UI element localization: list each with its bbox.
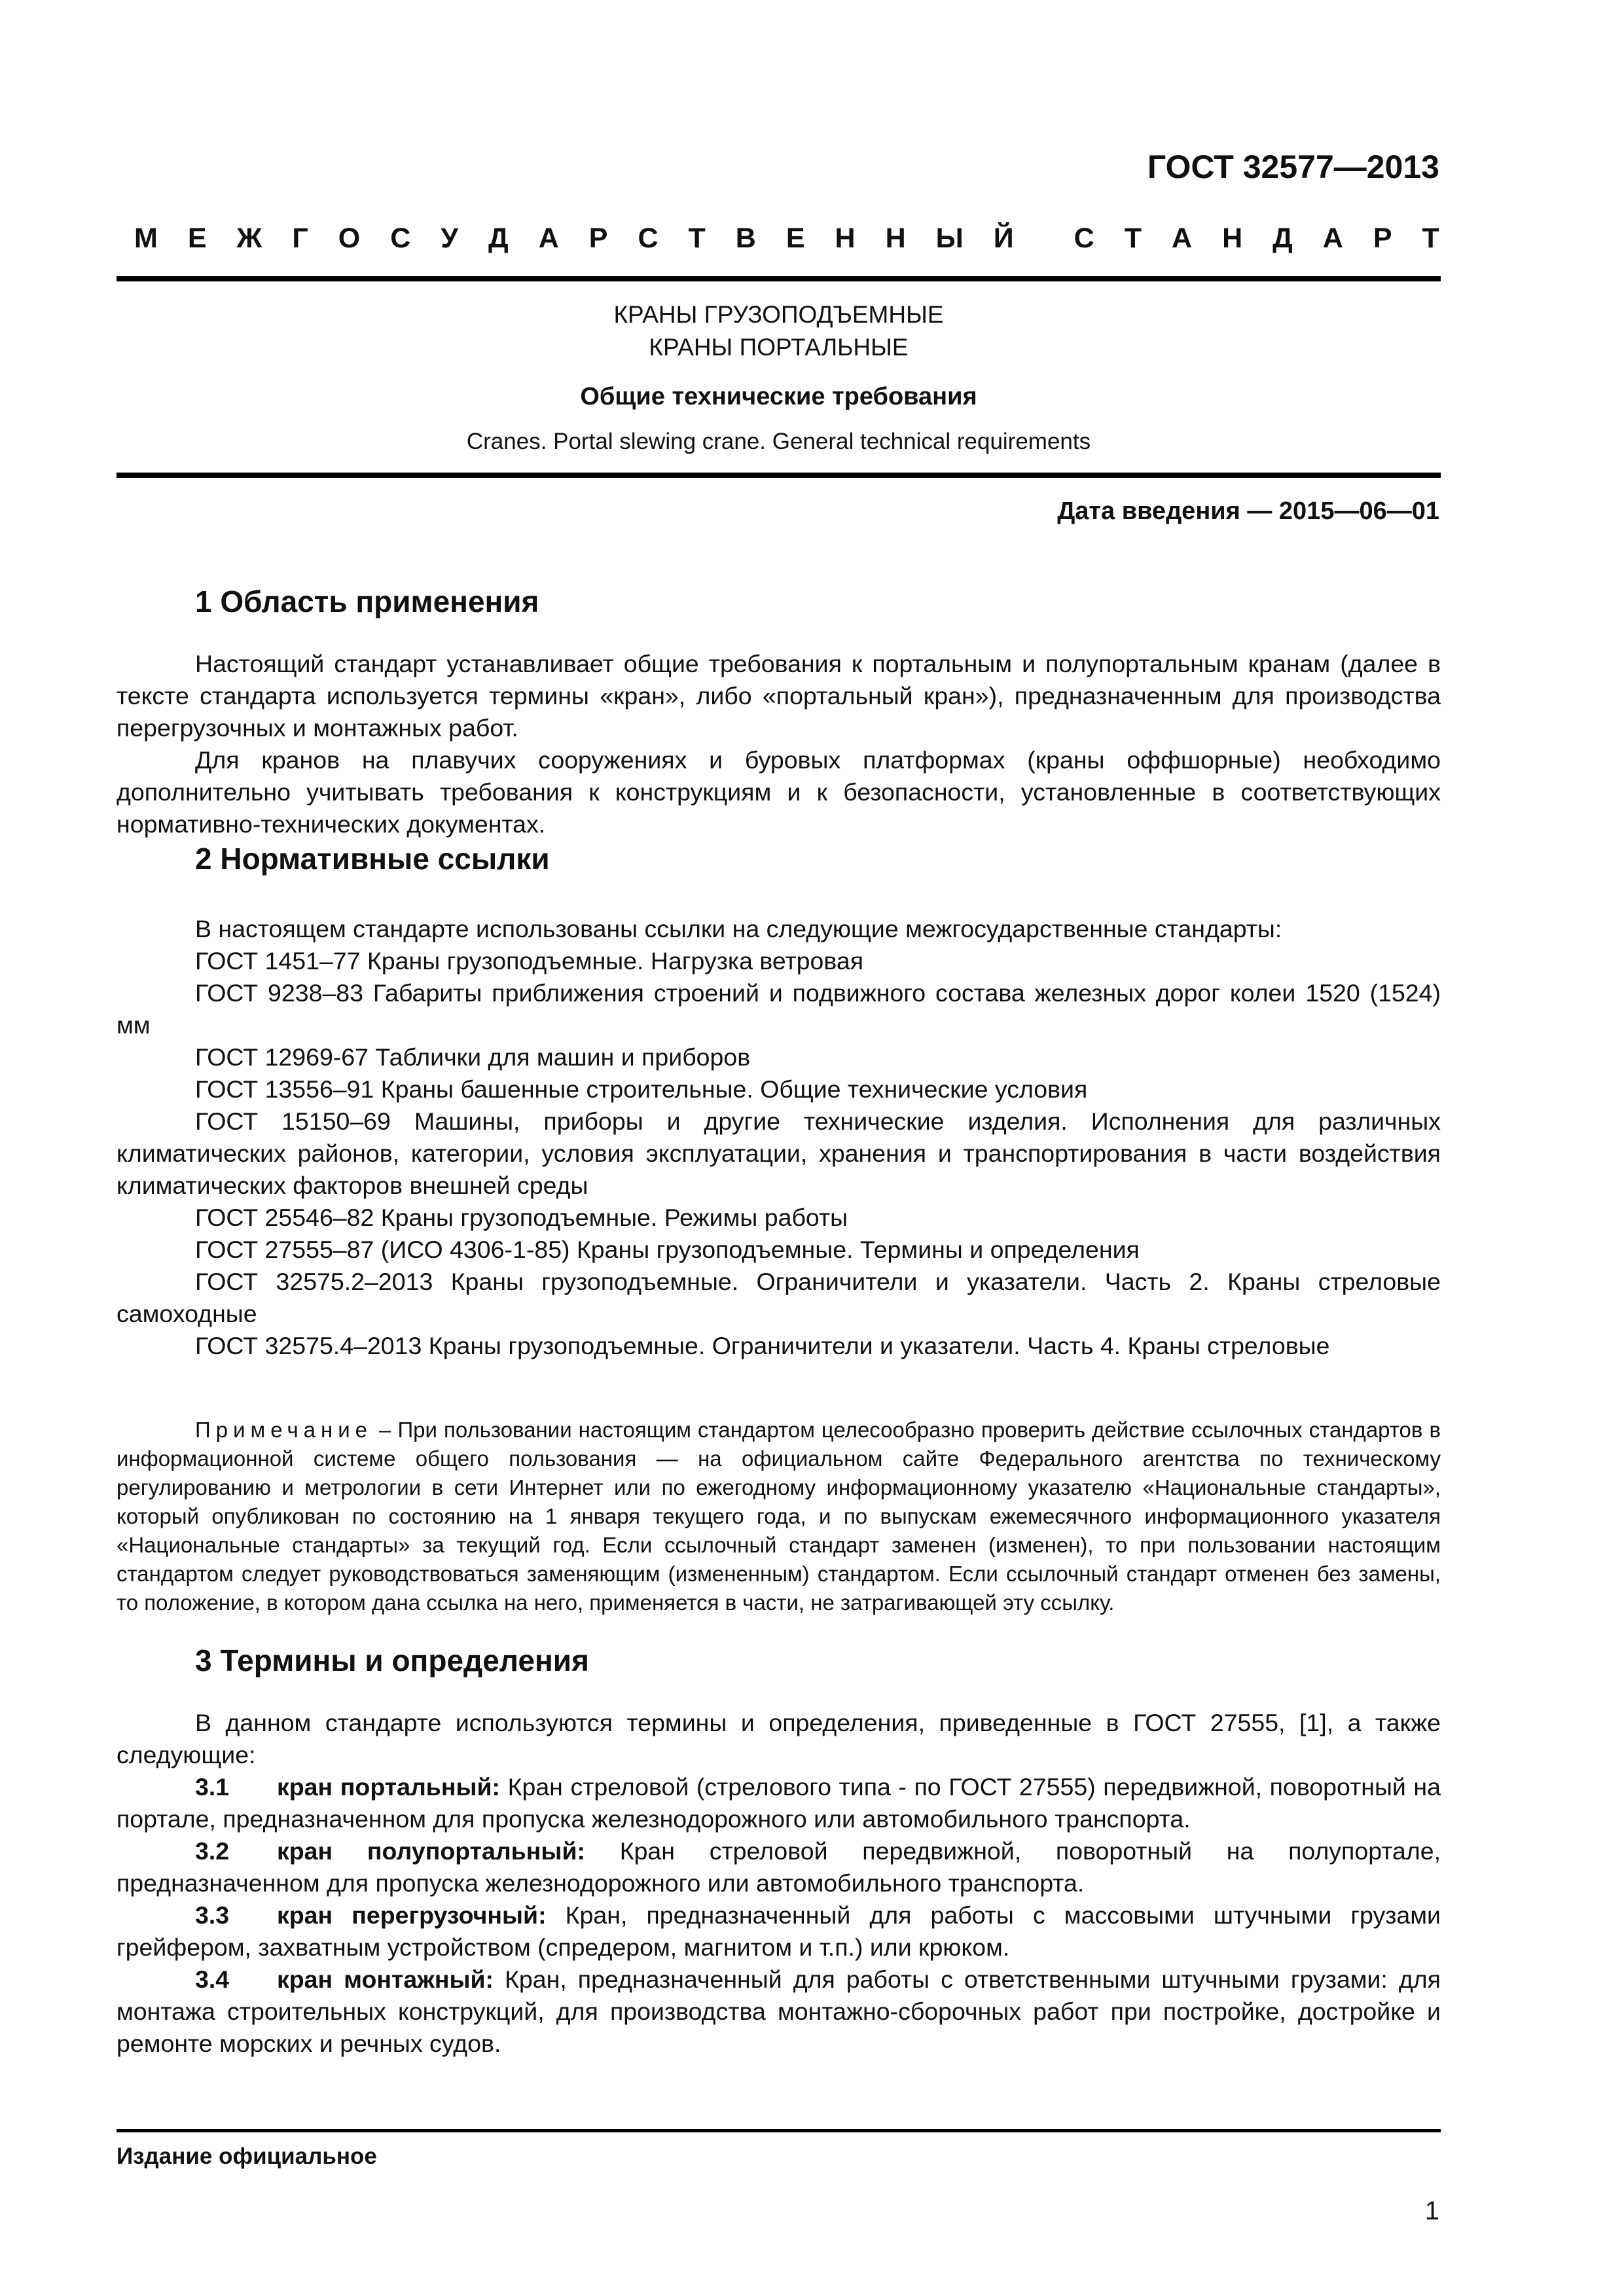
banner-letter: А bbox=[538, 223, 559, 254]
english-title: Cranes. Portal slewing crane. General technical requirements bbox=[466, 429, 1091, 454]
banner-letter: А bbox=[1172, 223, 1193, 254]
term-number: 3.4 bbox=[195, 1965, 230, 1993]
term-definition bbox=[117, 1835, 1441, 1899]
paragraph: Для кранов на плавучих сооружениях и буровых платформах (краны оффшорные) необходимо дополнительно учитывать требования к конструкциям и к безопасности, установленные в соответствующих нормативно-технических документах. bbox=[117, 746, 1441, 838]
title-line-1: КРАНЫ ГРУЗОПОДЪЕМНЫЕ bbox=[613, 301, 944, 328]
document-subtitle: Общие технические требования bbox=[580, 383, 977, 410]
banner-letter: Т bbox=[688, 223, 706, 254]
footer-divider bbox=[117, 2129, 1441, 2132]
reference-item: ГОСТ 1451–77 Краны грузоподъемные. Нагрузка ветровая bbox=[195, 947, 864, 975]
banner-letter: Ы bbox=[935, 223, 964, 254]
term-text: Кран, предназначенный для работы с массовыми штучными грузами грейфером, захватным устройством (спредером, магнитом и т.п.) или крюком. bbox=[117, 1901, 1441, 1961]
banner-letter: У bbox=[441, 223, 459, 254]
banner-letter: Ж bbox=[236, 223, 262, 254]
banner-letter: Д bbox=[488, 223, 509, 254]
banner-letter: В bbox=[735, 223, 756, 254]
edition-label: Издание официальное bbox=[117, 2144, 377, 2169]
reference-item: ГОСТ 15150–69 Машины, приборы и другие технические изделия. Исполнения для различных климатических районов, категории, условия эксплуатации, хранения и транспортирования в части воздействия климатических факторов внешней среды bbox=[117, 1107, 1441, 1199]
section-2-body bbox=[117, 913, 1441, 1362]
banner-letter: Е bbox=[785, 223, 805, 254]
reference-item: ГОСТ 25546–82 Краны грузоподъемные. Режимы работы bbox=[195, 1204, 848, 1231]
section-1-heading: 1 Область применения bbox=[195, 584, 539, 619]
banner-letter: Р bbox=[1373, 223, 1392, 254]
term-number: 3.1 bbox=[195, 1773, 230, 1801]
term-text: Кран, предназначенный для работы с ответственными штучными грузами: для монтажа строительных конструкций, для производства монтажно-сборочных работ при постройке, достройке и ремонте морских и речных судов. bbox=[117, 1965, 1441, 2057]
banner-letter: Й bbox=[993, 223, 1014, 254]
banner-letter: Е bbox=[187, 223, 207, 254]
term-name: кран монтажный: bbox=[277, 1965, 494, 1993]
term-number: 3.2 bbox=[195, 1837, 230, 1865]
paragraph: В данном стандарте используются термины и определения, приведенные в ГОСТ 27555, [1], а также следующие: bbox=[117, 1709, 1441, 1768]
document-number: ГОСТ 32577—2013 bbox=[1147, 149, 1439, 185]
note-text: – При пользовании настоящим стандартом целесообразно проверить действие ссылочных стандартов в информационной системе общего пользования — на официальном сайте Федерального агентства по техническому регулированию и метрологии в сети Интернет или по ежегодному информационному указателю «Национальные стандарты», который опубликован по состоянию на 1 января текущего года, и по выпускам ежемесячного информационного указателя «Национальные стандарты» за текущий год. Если ссылочный стандарт заменен (изменен), то при пользовании настоящим стандартом следует руководствоваться заменяющим (измененным) стандартом. Если ссылочный стандарт отменен без замены, то положение, в котором дана ссылка на него, применяется в части, не затрагивающей эту ссылку. bbox=[117, 1418, 1441, 1615]
banner-letter: А bbox=[1322, 223, 1343, 254]
section-3-body bbox=[117, 1707, 1441, 2060]
banner-letter: Р bbox=[588, 223, 608, 254]
reference-item: ГОСТ 32575.2–2013 Краны грузоподъемные. Ограничители и указатели. Часть 2. Краны стреловые самоходные bbox=[117, 1268, 1441, 1327]
title-divider bbox=[117, 473, 1441, 478]
section-1-body bbox=[117, 648, 1441, 840]
term-name: кран полупортальный: bbox=[277, 1837, 585, 1865]
banner-letter: Т bbox=[1124, 223, 1142, 254]
reference-item: ГОСТ 12969-67 Таблички для машин и приборов bbox=[195, 1043, 751, 1071]
banner-letter: Г bbox=[292, 223, 308, 254]
term-text: Кран стреловой (стрелового типа - по ГОСТ 27555) передвижной, поворотный на портале, предназначенном для пропуска железнодорожного или автомобильного транспорта. bbox=[117, 1773, 1441, 1833]
term-definition bbox=[117, 1771, 1441, 1835]
banner-letter: О bbox=[338, 223, 361, 254]
paragraph: Настоящий стандарт устанавливает общие требования к портальным и полупортальным кранам (далее в тексте стандарта используется термины «кран», либо «портальный кран»), предназначенным для производства перегрузочных и монтажных работ. bbox=[117, 650, 1441, 742]
note-block bbox=[117, 1416, 1441, 1617]
introduction-date: Дата введения — 2015—06—01 bbox=[1057, 497, 1439, 525]
term-definition bbox=[117, 1964, 1441, 2060]
term-text: Кран стреловой передвижной, поворотный на полупортале, предназначенном для пропуска железнодорожного или автомобильного транспорта. bbox=[117, 1837, 1441, 1897]
reference-item: ГОСТ 27555–87 (ИСО 4306-1-85) Краны грузоподъемные. Термины и определения bbox=[195, 1236, 1140, 1263]
page-number: 1 bbox=[1424, 2197, 1439, 2225]
banner-letter: С bbox=[638, 223, 659, 254]
banner-letter: Н bbox=[885, 223, 906, 254]
note-label: Примечание bbox=[195, 1418, 373, 1442]
reference-item: ГОСТ 9238–83 Габариты приближения строений и подвижного состава железных дорог колеи 1520 (1524) мм bbox=[117, 979, 1441, 1039]
interstate-standard-banner bbox=[134, 223, 1439, 268]
term-definition bbox=[117, 1899, 1441, 1964]
banner-letter: С bbox=[1074, 223, 1094, 254]
reference-item: ГОСТ 13556–91 Краны башенные строительные. Общие технические условия bbox=[195, 1075, 1088, 1103]
section-3-heading: 3 Термины и определения bbox=[195, 1643, 589, 1677]
banner-letter: Н bbox=[1222, 223, 1243, 254]
term-name: кран портальный: bbox=[277, 1773, 501, 1801]
section-2-heading: 2 Нормативные ссылки bbox=[195, 842, 550, 876]
title-line-2: КРАНЫ ПОРТАЛЬНЫЕ bbox=[649, 334, 909, 361]
paragraph: В настоящем стандарте использованы ссылки на следующие межгосударственные стандарты: bbox=[195, 915, 1282, 942]
header-divider bbox=[117, 276, 1441, 281]
term-name: кран перегрузочный: bbox=[277, 1901, 547, 1929]
banner-letter: Д bbox=[1272, 223, 1293, 254]
banner-letter: М bbox=[134, 223, 158, 254]
banner-letter: Т bbox=[1422, 223, 1439, 254]
banner-letter: Н bbox=[835, 223, 856, 254]
banner-letter: С bbox=[390, 223, 411, 254]
term-number: 3.3 bbox=[195, 1901, 230, 1929]
reference-item: ГОСТ 32575.4–2013 Краны грузоподъемные. Ограничители и указатели. Часть 4. Краны стреловые bbox=[195, 1332, 1330, 1359]
